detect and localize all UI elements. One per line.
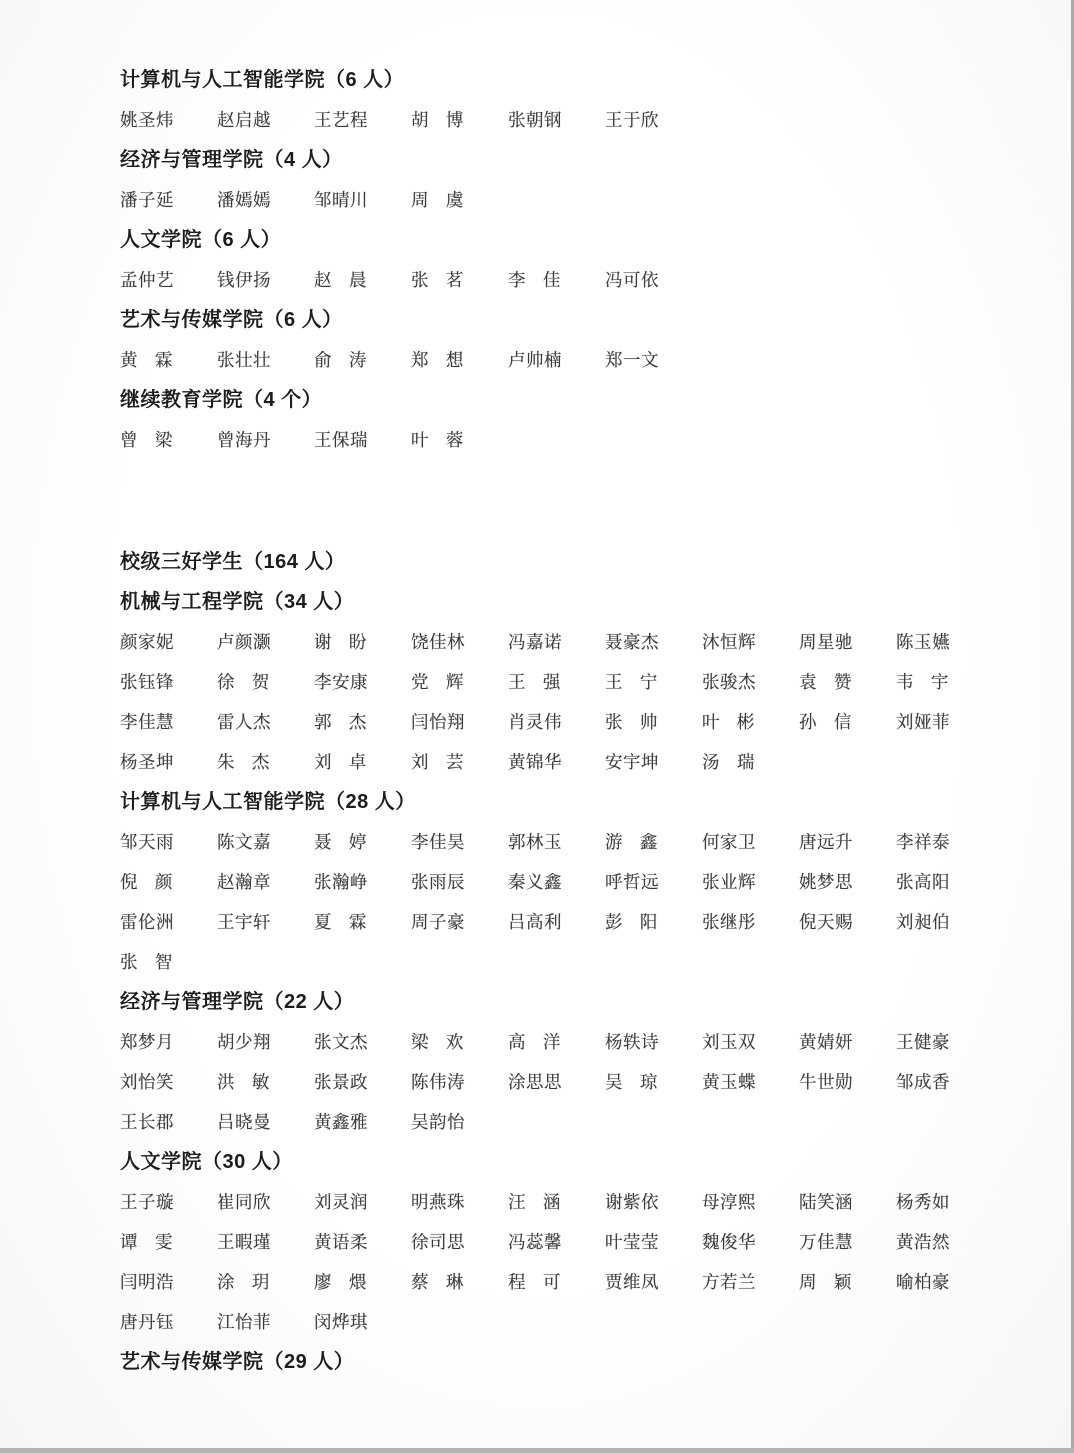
student-name-row [120, 942, 1074, 982]
student-name: 潘子延 [120, 190, 174, 210]
student-name: 周 虞 [411, 190, 464, 210]
photo-edge-bottom [0, 1448, 1074, 1453]
student-name: 陈玉嬿 [896, 632, 950, 652]
student-name: 张文杰 [314, 1032, 368, 1052]
student-name: 刘 芸 [411, 752, 464, 772]
student-name: 李安康 [314, 672, 368, 692]
student-name: 谢紫依 [605, 1192, 659, 1212]
student-name: 王子璇 [120, 1192, 174, 1212]
student-name: 冯可依 [605, 270, 659, 290]
student-name: 闫怡翔 [411, 712, 465, 732]
student-name: 聂 婷 [314, 832, 367, 852]
student-name: 袁 赞 [799, 672, 852, 692]
student-name: 沐恒辉 [702, 632, 756, 652]
student-name: 叶 蓉 [411, 430, 464, 450]
college-section-header: 经济与管理学院（22 人） [120, 991, 355, 1013]
student-name: 陈文嘉 [217, 832, 271, 852]
student-name: 黄婧妍 [799, 1032, 853, 1052]
student-name: 郑一文 [605, 350, 659, 370]
student-name: 游 鑫 [605, 832, 658, 852]
student-name: 杨轶诗 [605, 1032, 659, 1052]
student-name: 谭 雯 [120, 1232, 173, 1252]
student-name: 张朝钢 [508, 110, 562, 130]
student-name: 江怡菲 [217, 1312, 271, 1332]
student-name: 王艺程 [314, 110, 368, 130]
college-section-header: 继续教育学院（4 个） [120, 389, 323, 411]
student-name: 黄鑫雅 [314, 1112, 368, 1132]
student-name: 张高阳 [896, 872, 950, 892]
student-name: 牛世勋 [799, 1072, 853, 1092]
student-name: 黄锦华 [508, 752, 562, 772]
student-name: 夏 霖 [314, 912, 367, 932]
student-name: 呼哲远 [605, 872, 659, 892]
student-name: 卢颜灏 [217, 632, 271, 652]
student-name: 卢帅楠 [508, 350, 562, 370]
student-name: 刘娅菲 [896, 712, 950, 732]
student-name: 王暇瑾 [217, 1232, 271, 1252]
student-name: 姚圣炜 [120, 110, 174, 130]
student-name: 梁 欢 [411, 1032, 464, 1052]
student-name: 蔡 琳 [411, 1272, 464, 1292]
student-name: 冯嘉诺 [508, 632, 562, 652]
student-name: 吕晓曼 [217, 1112, 271, 1132]
student-name-row [120, 260, 1074, 300]
student-name: 雷伦洲 [120, 912, 174, 932]
student-name: 赵启越 [217, 110, 271, 130]
student-name: 李佳昊 [411, 832, 465, 852]
student-name: 倪天赐 [799, 912, 853, 932]
student-name: 黄语柔 [314, 1232, 368, 1252]
student-name: 赵瀚章 [217, 872, 271, 892]
student-name-row [120, 662, 1074, 702]
student-name: 张壮壮 [217, 350, 271, 370]
student-name: 刘怡笑 [120, 1072, 174, 1092]
student-name: 吕高利 [508, 912, 562, 932]
student-name: 倪 颜 [120, 872, 173, 892]
student-name: 王健豪 [896, 1032, 950, 1052]
student-name: 颜家妮 [120, 632, 174, 652]
student-name-row [120, 622, 1074, 662]
student-name: 曾海丹 [217, 430, 271, 450]
student-name: 黄玉蝶 [702, 1072, 756, 1092]
student-name: 涂 玥 [217, 1272, 270, 1292]
student-name: 闫明浩 [120, 1272, 174, 1292]
student-name-row [120, 862, 1074, 902]
student-name: 肖灵伟 [508, 712, 562, 732]
student-name: 明燕珠 [411, 1192, 465, 1212]
college-section-header: 计算机与人工智能学院（6 人） [120, 69, 405, 91]
student-name: 张瀚峥 [314, 872, 368, 892]
student-name: 钱伊扬 [217, 270, 271, 290]
student-name: 张雨辰 [411, 872, 465, 892]
student-name: 陈伟涛 [411, 1072, 465, 1092]
student-name: 张 智 [120, 952, 173, 972]
student-name: 汪 涵 [508, 1192, 561, 1212]
student-name: 邹天雨 [120, 832, 174, 852]
student-name-row [120, 1222, 1074, 1262]
student-name: 黄 霖 [120, 350, 173, 370]
student-name-row [120, 702, 1074, 742]
student-name: 高 洋 [508, 1032, 561, 1052]
student-name: 赵 晨 [314, 270, 367, 290]
student-name: 彭 阳 [605, 912, 658, 932]
student-name: 郭 杰 [314, 712, 367, 732]
student-name-row [120, 1062, 1074, 1102]
student-name: 潘嫣嫣 [217, 190, 271, 210]
college-section-header: 艺术与传媒学院（6 人） [120, 309, 343, 331]
student-name: 刘 卓 [314, 752, 367, 772]
student-name: 周星驰 [799, 632, 853, 652]
student-name-row [120, 340, 1074, 380]
student-name: 孟仲艺 [120, 270, 174, 290]
student-name: 方若兰 [702, 1272, 756, 1292]
student-name: 王 强 [508, 672, 561, 692]
student-name-row [120, 180, 1074, 220]
student-name: 张继彤 [702, 912, 756, 932]
student-name: 徐司思 [411, 1232, 465, 1252]
student-name: 王宇轩 [217, 912, 271, 932]
student-name: 饶佳林 [411, 632, 465, 652]
college-section-header: 艺术与传媒学院（29 人） [120, 1351, 355, 1373]
student-name: 胡 博 [411, 110, 464, 130]
student-name: 廖 煨 [314, 1272, 367, 1292]
student-name-row [120, 1182, 1074, 1222]
student-name: 刘灵润 [314, 1192, 368, 1212]
student-name: 曾 梁 [120, 430, 173, 450]
college-section-header: 计算机与人工智能学院（28 人） [120, 791, 416, 813]
student-name: 邹成香 [896, 1072, 950, 1092]
student-name: 郭林玉 [508, 832, 562, 852]
student-name-row [120, 1022, 1074, 1062]
student-name: 闵烨琪 [314, 1312, 368, 1332]
student-name: 唐丹钰 [120, 1312, 174, 1332]
student-name-row [120, 1302, 1074, 1342]
college-section-header: 机械与工程学院（34 人） [120, 591, 355, 613]
student-name: 安宇坤 [605, 752, 659, 772]
student-name: 张景政 [314, 1072, 368, 1092]
student-name: 朱 杰 [217, 752, 270, 772]
student-name: 刘玉双 [702, 1032, 756, 1052]
student-name-row [120, 100, 1074, 140]
student-name: 李 佳 [508, 270, 561, 290]
student-name: 孙 信 [799, 712, 852, 732]
student-name: 唐远升 [799, 832, 853, 852]
student-name: 张 帅 [605, 712, 658, 732]
student-name-row [120, 742, 1074, 782]
student-name: 张骏杰 [702, 672, 756, 692]
college-section-header: 经济与管理学院（4 人） [120, 149, 343, 171]
student-name: 喻柏豪 [896, 1272, 950, 1292]
student-name: 俞 涛 [314, 350, 367, 370]
student-name-row [120, 902, 1074, 942]
student-name: 母淳熙 [702, 1192, 756, 1212]
student-name: 姚梦思 [799, 872, 853, 892]
student-name: 万佳慧 [799, 1232, 853, 1252]
student-name: 冯蕊馨 [508, 1232, 562, 1252]
student-name: 谢 盼 [314, 632, 367, 652]
student-name: 叶莹莹 [605, 1232, 659, 1252]
student-name: 李祥泰 [896, 832, 950, 852]
student-name: 秦义鑫 [508, 872, 562, 892]
student-name: 王长郡 [120, 1112, 174, 1132]
student-name: 王 宁 [605, 672, 658, 692]
student-name: 胡少翔 [217, 1032, 271, 1052]
student-name: 杨圣坤 [120, 752, 174, 772]
student-name: 聂豪杰 [605, 632, 659, 652]
student-name: 雷人杰 [217, 712, 271, 732]
student-name: 崔同欣 [217, 1192, 271, 1212]
student-name: 陆笑涵 [799, 1192, 853, 1212]
student-name: 何家卫 [702, 832, 756, 852]
student-name-row [120, 420, 1074, 460]
student-name: 郑 想 [411, 350, 464, 370]
student-name: 魏俊华 [702, 1232, 756, 1252]
student-name: 涂思思 [508, 1072, 562, 1092]
college-section-header: 人文学院（30 人） [120, 1151, 293, 1173]
student-name: 杨秀如 [896, 1192, 950, 1212]
student-name: 张钰锋 [120, 672, 174, 692]
student-name: 洪 敏 [217, 1072, 270, 1092]
student-name: 邹晴川 [314, 190, 368, 210]
student-name-row [120, 1102, 1074, 1142]
student-name: 王保瑞 [314, 430, 368, 450]
student-name-row [120, 822, 1074, 862]
award-category-title: 校级三好学生（164 人） [120, 551, 346, 573]
student-name: 刘昶伯 [896, 912, 950, 932]
student-name: 党 辉 [411, 672, 464, 692]
college-section-header: 人文学院（6 人） [120, 229, 282, 251]
student-name: 张业辉 [702, 872, 756, 892]
name-list-content [120, 60, 1074, 1382]
student-name: 王于欣 [605, 110, 659, 130]
student-name: 郑梦月 [120, 1032, 174, 1052]
student-name: 吴 琼 [605, 1072, 658, 1092]
student-name: 吴韵怡 [411, 1112, 465, 1132]
student-name: 周子豪 [411, 912, 465, 932]
student-name: 汤 瑞 [702, 752, 755, 772]
student-name: 贾维凤 [605, 1272, 659, 1292]
student-name: 黄浩然 [896, 1232, 950, 1252]
student-name: 韦 宇 [896, 672, 949, 692]
student-name: 张 茗 [411, 270, 464, 290]
student-name: 叶 彬 [702, 712, 755, 732]
student-name-row [120, 1262, 1074, 1302]
student-name: 周 颖 [799, 1272, 852, 1292]
student-name: 程 可 [508, 1272, 561, 1292]
student-name: 李佳慧 [120, 712, 174, 732]
student-name: 徐 贺 [217, 672, 270, 692]
